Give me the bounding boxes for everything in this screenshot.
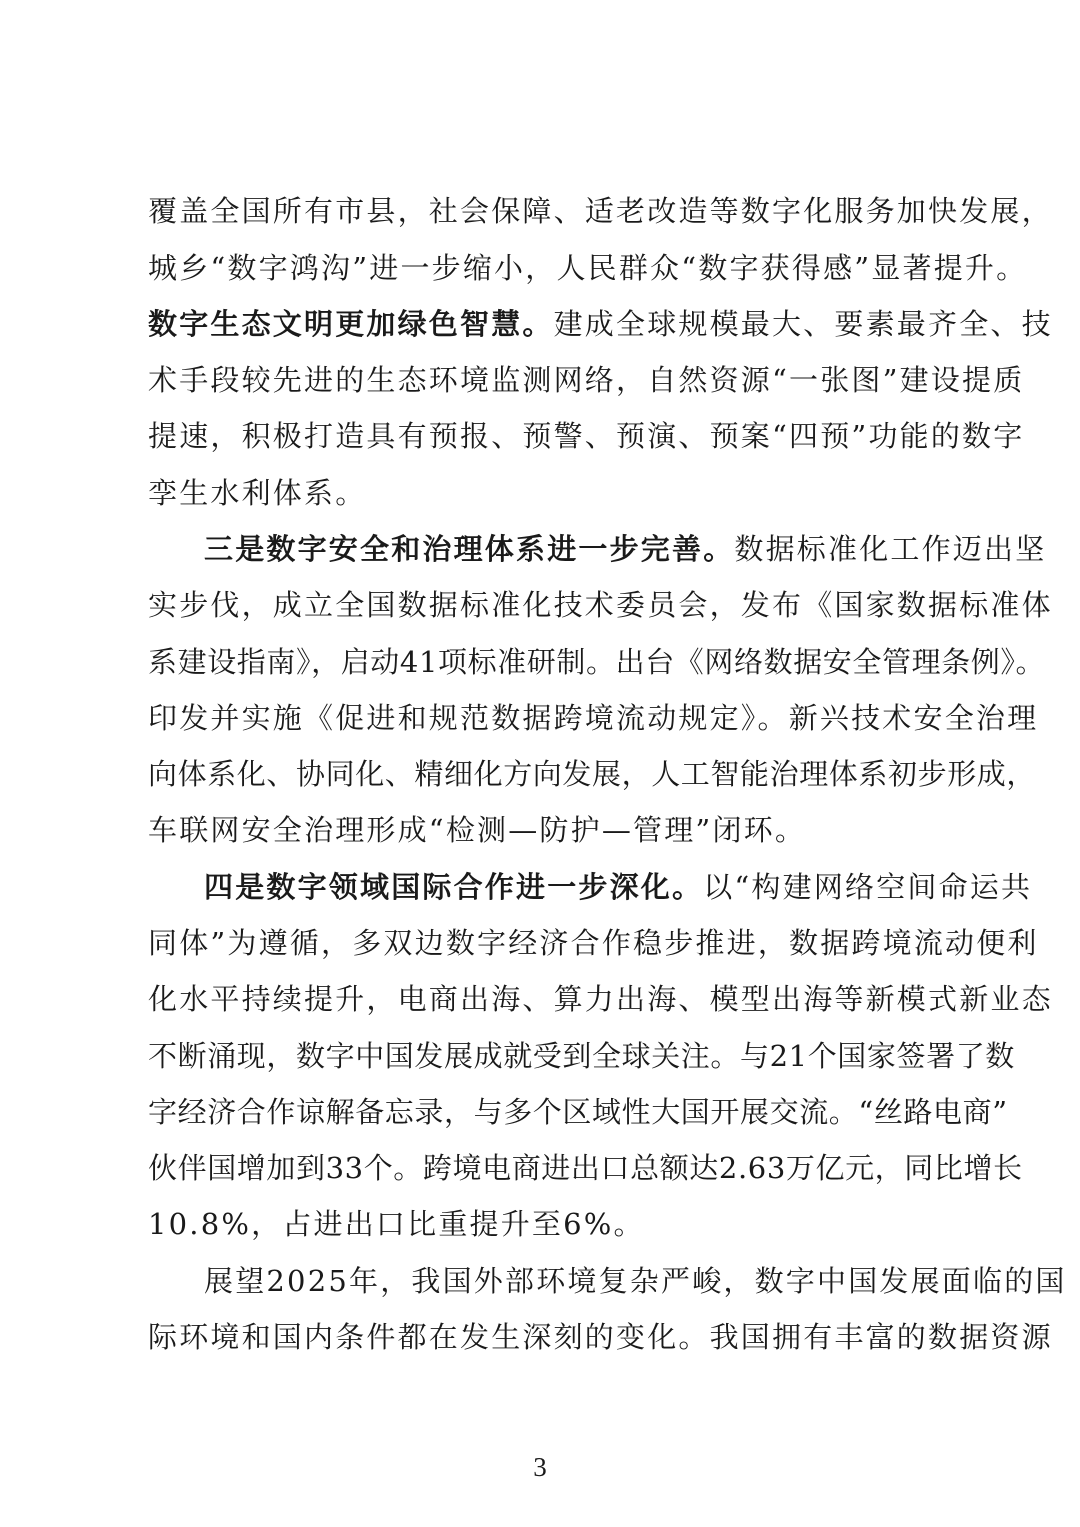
text-line: 印发并实施《促进和规范数据跨境流动规定》。新兴技术安全治理 — [148, 701, 1039, 735]
page-number: 3 — [533, 1452, 547, 1482]
text-line: 际环境和国内条件都在发生深刻的变化。我国拥有丰富的数据资源 — [148, 1320, 1053, 1354]
text-line: 城乡“数字鸿沟”进一步缩小，人民群众“数字获得感”显著提升。 — [148, 251, 1028, 285]
text-line: 三是数字安全和治理体系进一步完善。数据标准化工作迈出坚 — [204, 532, 1047, 566]
section-heading: 四是数字领域国际合作进一步深化。 — [204, 870, 704, 904]
text-line: 同体”为遵循，多双边数字经济合作稳步推进，数据跨境流动便利 — [148, 926, 1039, 960]
text-line: 提速，积极打造具有预报、预警、预演、预案“四预”功能的数字 — [148, 419, 1025, 453]
text-line: 不断涌现，数字中国发展成就受到全球关注。与21个国家签署了数 — [148, 1039, 1015, 1073]
text-line: 实步伐，成立全国数据标准化技术委员会，发布《国家数据标准体 — [148, 588, 1053, 622]
text-line: 孪生水利体系。 — [148, 476, 367, 510]
text-line: 化水平持续提升，电商出海、算力出海、模型出海等新模式新业态 — [148, 982, 1053, 1016]
text-line: 数字生态文明更加绿色智慧。建成全球规模最大、要素最齐全、技 — [148, 307, 1053, 341]
text-line: 覆盖全国所有市县，社会保障、适老改造等数字化服务加快发展， — [148, 194, 1053, 228]
text-line: 四是数字领域国际合作进一步深化。以“构建网络空间命运共 — [204, 870, 1033, 904]
text-line: 字经济合作谅解备忘录，与多个区域性大国开展交流。“丝路电商” — [148, 1095, 1008, 1129]
section-heading: 三是数字安全和治理体系进一步完善。 — [204, 532, 735, 566]
text-line: 车联网安全治理形成“检测—防护—管理”闭环。 — [148, 813, 807, 847]
text-line: 系建设指南》，启动41项标准研制。出台《网络数据安全管理条例》。 — [148, 645, 1046, 679]
text-line: 术手段较先进的生态环境监测网络，自然资源“一张图”建设提质 — [148, 363, 1025, 397]
text-line: 伙伴国增加到33个。跨境电商进出口总额达2.63万亿元，同比增长 — [148, 1151, 1023, 1185]
text-line: 展望2025年，我国外部环境复杂严峻，数字中国发展面临的国 — [204, 1264, 1067, 1298]
text-line: 向体系化、协同化、精细化方向发展，人工智能治理体系初步形成， — [148, 757, 1037, 791]
text-line: 10.8%，占进出口比重提升至6%。 — [148, 1207, 645, 1241]
section-heading: 数字生态文明更加绿色智慧。 — [148, 307, 554, 341]
